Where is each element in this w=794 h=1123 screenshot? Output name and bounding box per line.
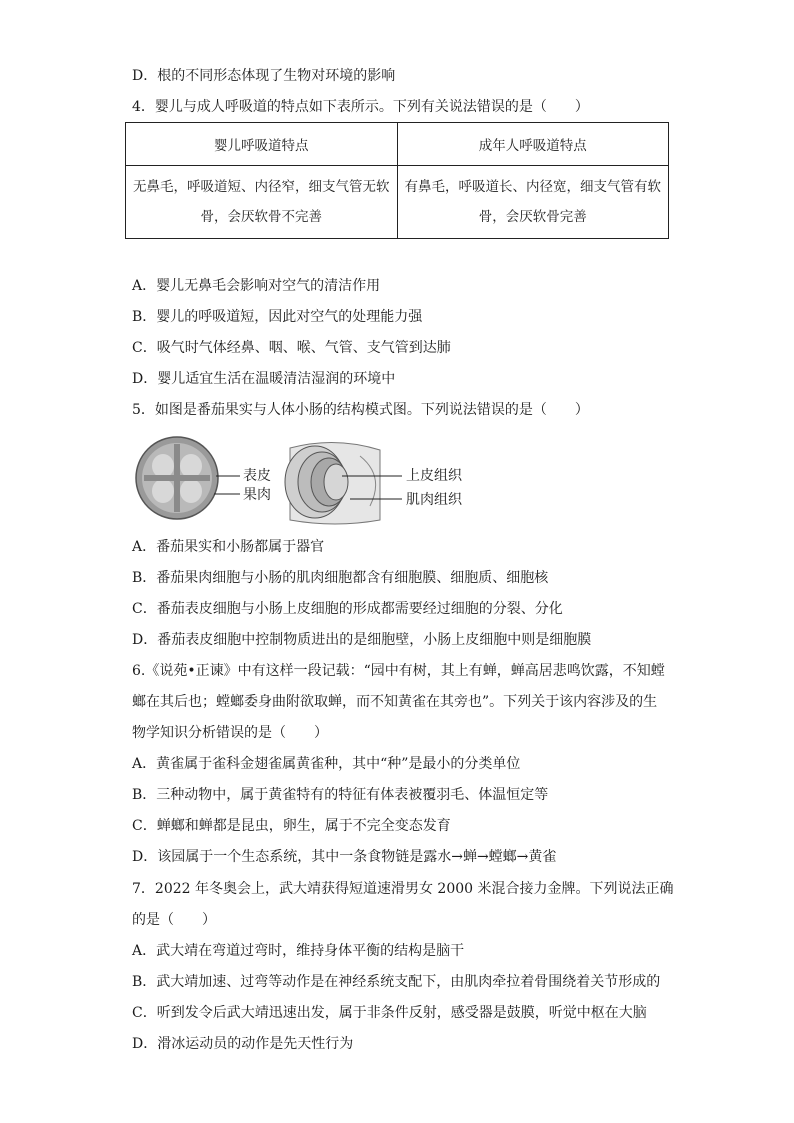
q4-option-a: A．婴儿无鼻毛会影响对空气的清洁作用 bbox=[132, 278, 381, 294]
tomato-cross-section bbox=[136, 437, 218, 519]
label-pulp: 果肉 bbox=[243, 487, 271, 503]
intestine-section bbox=[285, 442, 380, 524]
q6-option-c: C．蝉螂和蝉都是昆虫，卵生，属于不完全变态发育 bbox=[132, 818, 451, 834]
tomato-intestine-figure bbox=[130, 436, 480, 526]
table-header-infant: 婴儿呼吸道特点 bbox=[126, 123, 398, 166]
q5-option-d: D．番茄表皮细胞中控制物质进出的是细胞壁，小肠上皮细胞中则是细胞膜 bbox=[132, 632, 592, 648]
question-6-line-1: 6.《说苑•正谏》中有这样一段记载：“园中有树，其上有蝉，蝉高居悲鸣饮露，不知螳 bbox=[132, 663, 665, 679]
question-7-line-1: 7．2022 年冬奥会上，武大靖获得短道速滑男女 2000 米混合接力金牌。下列说法正确 bbox=[132, 881, 674, 897]
label-epithelial-tissue: 上皮组织 bbox=[406, 468, 462, 484]
q7-option-b: B．武大靖加速、过弯等动作是在神经系统支配下，由肌肉牵拉着骨围绕着关节形成的 bbox=[132, 974, 661, 990]
q5-option-b: B．番茄果肉细胞与小肠的肌肉细胞都含有细胞膜、细胞质、细胞核 bbox=[132, 570, 549, 586]
question-4: 4．婴儿与成人呼吸道的特点如下表所示。下列有关说法错误的是（ ） bbox=[132, 99, 589, 115]
label-epidermis: 表皮 bbox=[243, 468, 271, 484]
question-6-line-2: 螂在其后也；螳螂委身曲附欲取蝉，而不知黄雀在其旁也”。下列关于该内容涉及的生 bbox=[132, 694, 658, 710]
q6-option-d: D．该园属于一个生态系统，其中一条食物链是露水→蝉→螳螂→黄雀 bbox=[132, 849, 557, 865]
q5-option-a: A．番茄果实和小肠都属于器官 bbox=[132, 539, 325, 555]
question-5: 5．如图是番茄果实与人体小肠的结构模式图。下列说法错误的是（ ） bbox=[132, 402, 589, 418]
table-cell-infant: 无鼻毛，呼吸道短、内径窄，细支气管无软骨，会厌软骨不完善 bbox=[126, 166, 398, 239]
table-cell-adult: 有鼻毛，呼吸道长、内径宽，细支气管有软骨，会厌软骨完善 bbox=[397, 166, 669, 239]
label-muscle-tissue: 肌肉组织 bbox=[406, 492, 462, 508]
table-header-adult: 成年人呼吸道特点 bbox=[397, 123, 669, 166]
question-6-line-3: 物学知识分析错误的是（ ） bbox=[132, 725, 328, 741]
option-d-prev: D．根的不同形态体现了生物对环境的影响 bbox=[132, 68, 396, 84]
q4-option-c: C．吸气时气体经鼻、咽、喉、气管、支气管到达肺 bbox=[132, 340, 451, 356]
q4-option-d: D．婴儿适宜生活在温暖清洁湿润的环境中 bbox=[132, 371, 396, 387]
q7-option-c: C．听到发令后武大靖迅速出发，属于非条件反射，感受器是鼓膜，听觉中枢在大脑 bbox=[132, 1005, 647, 1021]
q6-option-a: A．黄雀属于雀科金翅雀属黄雀种，其中“种”是最小的分类单位 bbox=[132, 756, 521, 772]
respiratory-table bbox=[125, 122, 669, 239]
q5-option-c: C．番茄表皮细胞与小肠上皮细胞的形成都需要经过细胞的分裂、分化 bbox=[132, 601, 563, 617]
question-7-line-2: 的是（ ） bbox=[132, 912, 216, 928]
q7-option-d: D．滑冰运动员的动作是先天性行为 bbox=[132, 1036, 354, 1052]
q7-option-a: A．武大靖在弯道过弯时，维持身体平衡的结构是脑干 bbox=[132, 943, 465, 959]
q4-option-b: B．婴儿的呼吸道短，因此对空气的处理能力强 bbox=[132, 309, 423, 325]
q6-option-b: B．三种动物中，属于黄雀特有的特征有体表被覆羽毛、体温恒定等 bbox=[132, 787, 549, 803]
